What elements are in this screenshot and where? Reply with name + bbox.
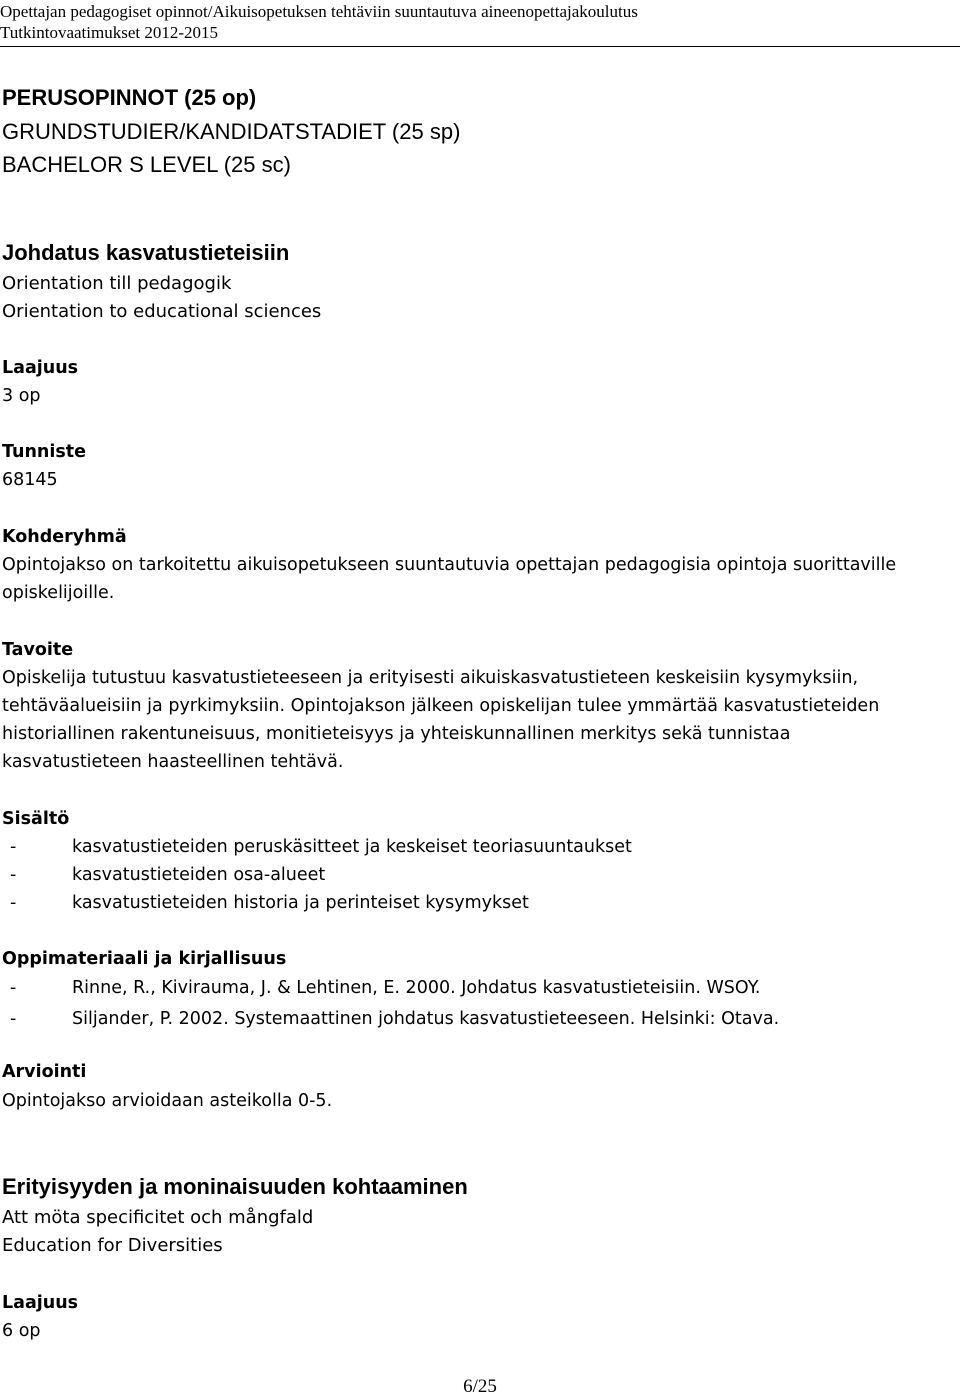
course1-sisalto-label: Sisältö [2,809,70,829]
course1-kohderyhma-line2: opiskelijoille. [2,583,115,603]
list-item [2,833,632,861]
course1-oppimateriaali-label: Oppimateriaali ja kirjallisuus [2,949,287,969]
list-dash: - [10,837,17,857]
header-rule [0,46,960,47]
course1-tavoite-line4: kasvatustieteen haasteellinen tehtävä. [2,752,344,772]
list-item-text: Rinne, R., Kivirauma, J. & Lehtinen, E. 2000. Johdatus kasvatustieteisiin. WSOY. [72,978,761,998]
course2-title-fi: Erityisyyden ja moninaisuuden kohtaaminen [2,1174,468,1199]
course1-title-fi: Johdatus kasvatustieteisiin [2,240,290,265]
course1-tavoite-line3: historiallinen rakentuneisuus, monitieteisyys ja yhteiskunnallinen merkitys sekä tunnistaa [2,724,791,744]
course1-sisalto-list [2,833,632,917]
list-item [2,861,632,889]
course1-arviointi-label: Arviointi [2,1062,87,1082]
list-item-text: Siljander, P. 2002. Systemaattinen johdatus kasvatustieteeseen. Helsinki: Otava. [72,1009,780,1029]
list-dash: - [10,893,17,913]
list-item [2,974,779,1002]
course1-tavoite-line1: Opiskelija tutustuu kasvatustieteeseen ja erityisesti aikuiskasvatustieteen keskeisiin kysymyksiin, [2,668,859,688]
list-item [2,889,632,917]
section-title-fi: PERUSOPINNOT (25 op) [2,85,257,110]
list-item-text: kasvatustieteiden historia ja perinteiset kysymykset [72,893,529,913]
list-item-text: kasvatustieteiden peruskäsitteet ja keskeiset teoriasuuntaukset [72,837,632,857]
header-line-1: Opettajan pedagogiset opinnot/Aikuisopetuksen tehtäviin suuntautuva aineenopettajakoulutus [0,2,638,21]
list-dash: - [10,978,17,998]
list-dash: - [10,865,17,885]
course1-arviointi-value: Opintojakso arvioidaan asteikolla 0-5. [2,1091,333,1111]
list-item [2,1005,779,1033]
course2-laajuus-value: 6 op [2,1321,41,1341]
course1-tunniste-value: 68145 [2,470,58,490]
list-dash: - [10,1009,17,1029]
course1-kohderyhma-label: Kohderyhmä [2,527,127,547]
course1-tunniste-label: Tunniste [2,442,87,462]
course1-oppimateriaali-list [2,974,779,1033]
course1-laajuus-label: Laajuus [2,358,79,378]
course2-laajuus-label: Laajuus [2,1293,79,1313]
list-item-text: kasvatustieteiden osa-alueet [72,865,326,885]
header-line-2: Tutkintovaatimukset 2012-2015 [0,23,219,42]
course1-tavoite-line2: tehtäväalueisiin ja pyrkimyksiin. Opintojakson jälkeen opiskelijan tulee ymmärtää kasvatustieteiden [2,696,880,716]
course1-kohderyhma-line1: Opintojakso on tarkoitettu aikuisopetukseen suuntautuvia opettajan pedagogisia opintoja suorittaville [2,555,897,575]
page-number: 6/25 [463,1376,497,1397]
section-title-sv: GRUNDSTUDIER/KANDIDATSTADIET (25 sp) [2,119,461,144]
section-title-en: BACHELOR S LEVEL (25 sc) [2,152,291,177]
course2-title-en: Education for Diversities [2,1235,223,1256]
course1-laajuus-value: 3 op [2,386,41,406]
course2-title-sv: Att möta specificitet och mångfald [2,1207,314,1228]
course1-tavoite-label: Tavoite [2,640,74,660]
course1-title-sv: Orientation till pedagogik [2,273,232,294]
course1-title-en: Orientation to educational sciences [2,301,322,322]
